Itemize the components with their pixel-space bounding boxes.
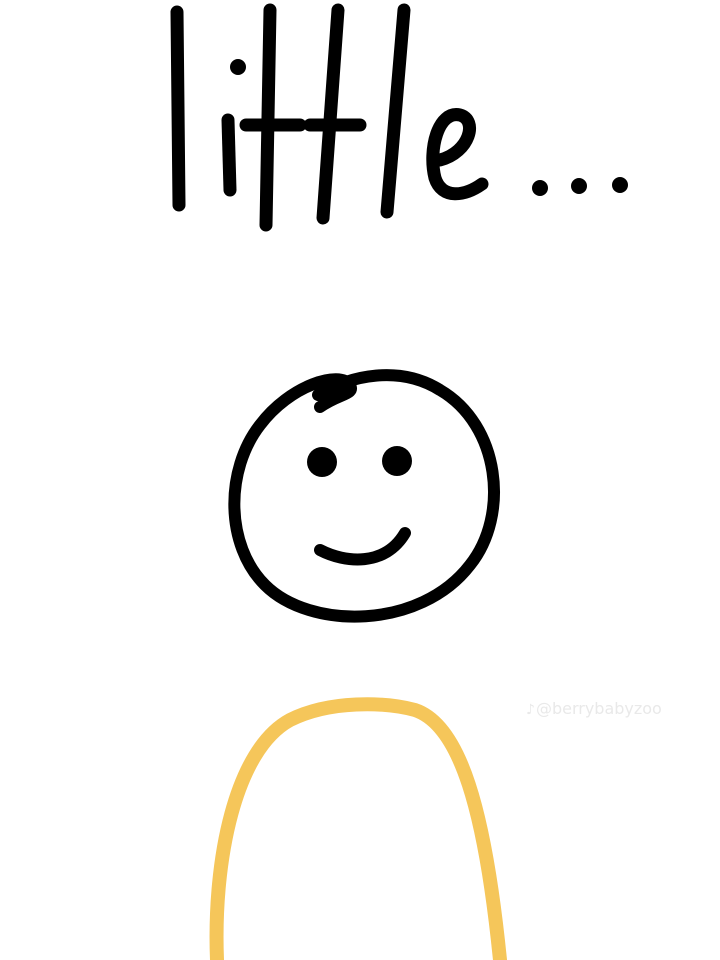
music-note-icon: ♪: [526, 702, 535, 718]
letter-t1-stem: [266, 10, 270, 225]
body-outline-drawing: [195, 690, 515, 960]
ellipsis-dot-1: [532, 180, 548, 196]
ellipsis-dot-3: [612, 177, 628, 193]
watermark-handle: @berrybabyzoo: [535, 699, 662, 718]
smiley-face-svg: [210, 345, 520, 645]
watermark: [526, 697, 716, 721]
smile-mouth: [320, 533, 405, 559]
handwritten-title: [160, 0, 640, 240]
body-outline-svg: [195, 690, 515, 960]
letter-i-stroke: [228, 120, 230, 190]
left-eye: [307, 447, 337, 477]
letter-l2-stroke: [387, 10, 404, 212]
letter-e-stroke: [433, 115, 482, 194]
title-lettering: [160, 0, 640, 240]
ellipsis-dot-2: [571, 178, 587, 194]
letter-i-dot: [230, 59, 246, 75]
body-arch-stroke: [217, 704, 500, 960]
head-outline: [234, 375, 494, 616]
right-eye: [382, 446, 412, 476]
letter-l-stroke: [177, 12, 179, 205]
letter-t2-stem: [323, 10, 338, 218]
smiley-face-drawing: [210, 345, 520, 645]
